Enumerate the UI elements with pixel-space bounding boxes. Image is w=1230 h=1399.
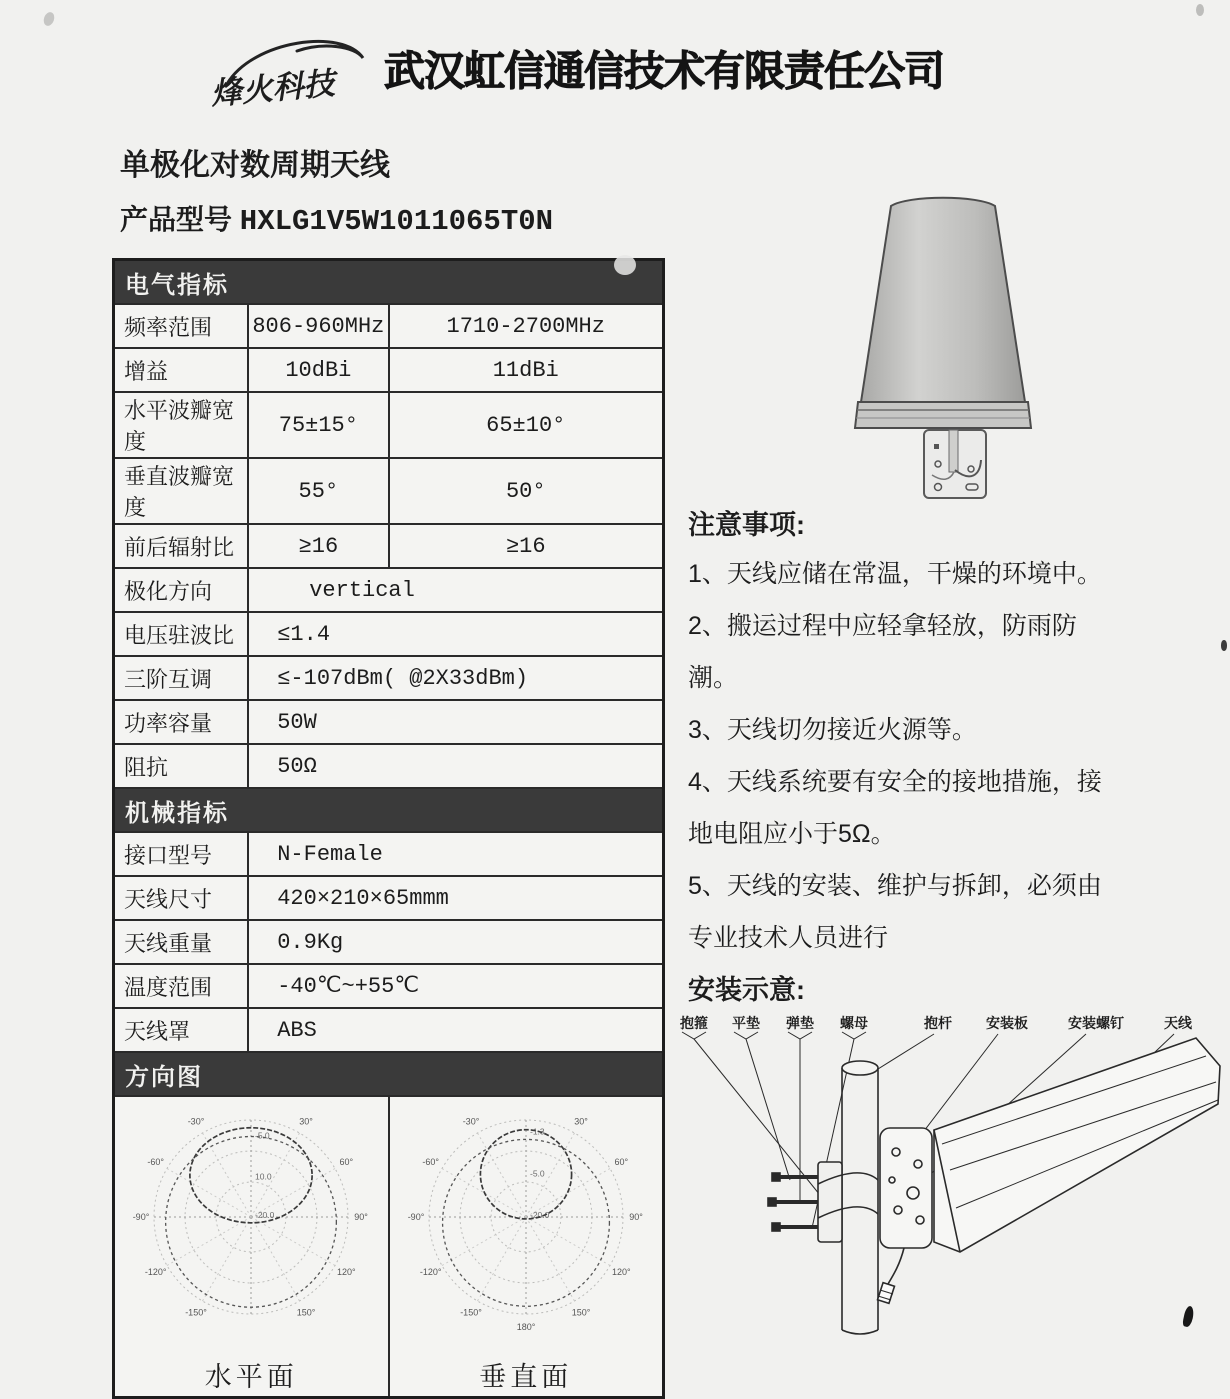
row-value-1: 75±15°	[248, 392, 388, 458]
pattern-section-header: 方向图	[114, 1052, 664, 1096]
scan-smudge-icon	[614, 255, 636, 275]
table-row	[114, 876, 664, 920]
row-label: 极化方向	[114, 568, 249, 612]
svg-text:-90°: -90°	[407, 1212, 425, 1222]
antenna-radome	[861, 198, 1025, 402]
table-row	[114, 920, 664, 964]
svg-text:-120°: -120°	[419, 1267, 442, 1277]
note-item: 1、天线应储在常温，干燥的环境中。	[688, 560, 1102, 588]
svg-text:90°: 90°	[628, 1212, 643, 1222]
horizontal-plot-caption: 水平面	[204, 1362, 298, 1392]
svg-text:-30°: -30°	[462, 1116, 480, 1127]
svg-text:-5.0: -5.0	[529, 1168, 545, 1179]
vertical-pattern-chart	[393, 1101, 659, 1347]
svg-text:60°: 60°	[339, 1157, 354, 1167]
row-value-2: 11dBi	[389, 348, 664, 392]
installation-diagram	[672, 1012, 1228, 1344]
row-value: ≤-107dBm( @2X33dBm)	[248, 656, 663, 700]
svg-text:-150°: -150°	[459, 1307, 482, 1318]
svg-text:10.0: 10.0	[255, 1171, 272, 1182]
row-value-1: 10dBi	[248, 348, 388, 392]
row-label: 水平波瓣宽度	[114, 392, 249, 458]
label-mounting-screw: 安装螺钉	[1068, 1015, 1124, 1031]
row-label: 接口型号	[114, 832, 249, 876]
svg-text:30°: 30°	[299, 1116, 314, 1127]
svg-text:90°: 90°	[354, 1212, 369, 1222]
row-value: -40℃~+55℃	[248, 964, 663, 1008]
row-label: 频率范围	[114, 304, 249, 348]
label-mounting-plate: 安装板	[986, 1015, 1028, 1031]
svg-text:-20.0: -20.0	[255, 1210, 275, 1221]
row-value: 50Ω	[248, 744, 663, 788]
pattern-plots-row	[114, 1096, 664, 1398]
row-label: 三阶互调	[114, 656, 249, 700]
svg-text:-30°: -30°	[187, 1116, 205, 1127]
label-spring-washer: 弹垫	[786, 1015, 814, 1031]
row-label: 天线罩	[114, 1008, 249, 1052]
row-label: 电压驻波比	[114, 612, 249, 656]
svg-text:120°: 120°	[337, 1267, 356, 1277]
row-value-1: 806-960MHz	[248, 304, 388, 348]
company-logo	[205, 26, 385, 126]
svg-text:-5.0: -5.0	[255, 1130, 270, 1141]
svg-text:30°: 30°	[573, 1116, 588, 1127]
svg-text:150°: 150°	[296, 1307, 316, 1318]
model-label: 产品型号	[120, 204, 233, 235]
row-value-2: ≥16	[389, 524, 664, 568]
scan-mark	[1221, 640, 1227, 651]
row-label: 天线重量	[114, 920, 249, 964]
label-nut: 螺母	[840, 1015, 868, 1031]
svg-text:-90°: -90°	[132, 1212, 150, 1222]
electrical-section-header	[114, 260, 664, 305]
table-row	[114, 524, 664, 568]
table-row	[114, 700, 664, 744]
spec-table	[112, 258, 665, 1399]
row-label: 阻抗	[114, 744, 249, 788]
table-row	[114, 348, 664, 392]
antenna-product-figure	[828, 182, 1080, 504]
electrical-header-label: 电气指标	[125, 271, 229, 299]
note-item: 4、天线系统要有安全的接地措施，接地电阻应小于5Ω。	[688, 768, 1102, 848]
row-label: 温度范围	[114, 964, 249, 1008]
note-item: 3、天线切勿接近火源等。	[688, 716, 977, 744]
notes-section	[688, 503, 1126, 1007]
row-value: ABS	[248, 1008, 663, 1052]
mechanical-section-header: 机械指标	[114, 788, 664, 832]
horizontal-pattern-cell	[114, 1096, 389, 1398]
row-value: 420×210×65mmm	[248, 876, 663, 920]
table-row	[114, 458, 664, 524]
svg-text:-20.0: -20.0	[529, 1210, 550, 1221]
label-flat-washer: 平垫	[732, 1015, 760, 1031]
label-antenna: 天线	[1164, 1015, 1192, 1031]
vertical-plot-caption: 垂直面	[479, 1362, 573, 1392]
row-value: N-Female	[248, 832, 663, 876]
company-name: 武汉虹信通信技术有限责任公司	[384, 48, 944, 94]
svg-text:60°: 60°	[614, 1157, 628, 1167]
table-row	[114, 744, 664, 788]
table-row	[114, 832, 664, 876]
row-value: ≤1.4	[248, 612, 663, 656]
row-label: 功率容量	[114, 700, 249, 744]
label-pole: 抱杆	[924, 1015, 952, 1031]
note-item: 5、天线的安装、维护与拆卸，必须由专业技术人员进行	[688, 872, 1102, 952]
table-row	[114, 656, 664, 700]
row-value: 0.9Kg	[248, 920, 663, 964]
table-row	[114, 612, 664, 656]
row-value-2: 50°	[389, 458, 664, 524]
antenna-skirt	[855, 402, 1031, 428]
table-row	[114, 1008, 664, 1052]
horizontal-pattern-chart	[118, 1101, 384, 1347]
install-heading: 安装示意:	[688, 975, 805, 1005]
row-value-1: 55°	[248, 458, 388, 524]
row-value-2: 1710-2700MHz	[389, 304, 664, 348]
row-value: 50W	[248, 700, 663, 744]
table-row	[114, 568, 664, 612]
svg-text:120°: 120°	[611, 1267, 631, 1277]
row-value-2: 65±10°	[389, 392, 664, 458]
model-number: HXLG1V5W1011065T0N	[239, 205, 554, 238]
svg-text:150°: 150°	[571, 1307, 591, 1318]
svg-text:-1.3: -1.3	[529, 1126, 545, 1137]
table-row	[114, 964, 664, 1008]
logo-text: 烽火科技	[209, 65, 336, 112]
vertical-pattern-cell	[389, 1096, 664, 1398]
table-row	[114, 304, 664, 348]
svg-text:-120°: -120°	[145, 1267, 167, 1277]
svg-text:-150°: -150°	[185, 1307, 208, 1318]
row-value-1: ≥16	[248, 524, 388, 568]
label-clamp: 抱箍	[680, 1015, 708, 1031]
notes-heading: 注意事项:	[688, 510, 805, 540]
product-model-line	[120, 198, 553, 238]
row-label: 前后辐射比	[114, 524, 249, 568]
svg-text:180°: 180°	[516, 1322, 536, 1332]
row-label: 天线尺寸	[114, 876, 249, 920]
svg-text:-60°: -60°	[147, 1157, 165, 1167]
scan-mark	[42, 11, 56, 28]
row-label: 增益	[114, 348, 249, 392]
row-label: 垂直波瓣宽度	[114, 458, 249, 524]
product-title: 单极化对数周期天线	[120, 149, 390, 182]
svg-text:-60°: -60°	[422, 1157, 439, 1167]
row-value: vertical	[248, 568, 663, 612]
scan-mark	[1196, 4, 1204, 16]
table-row	[114, 392, 664, 458]
note-item: 2、搬运过程中应轻拿轻放，防雨防潮。	[688, 612, 1077, 692]
